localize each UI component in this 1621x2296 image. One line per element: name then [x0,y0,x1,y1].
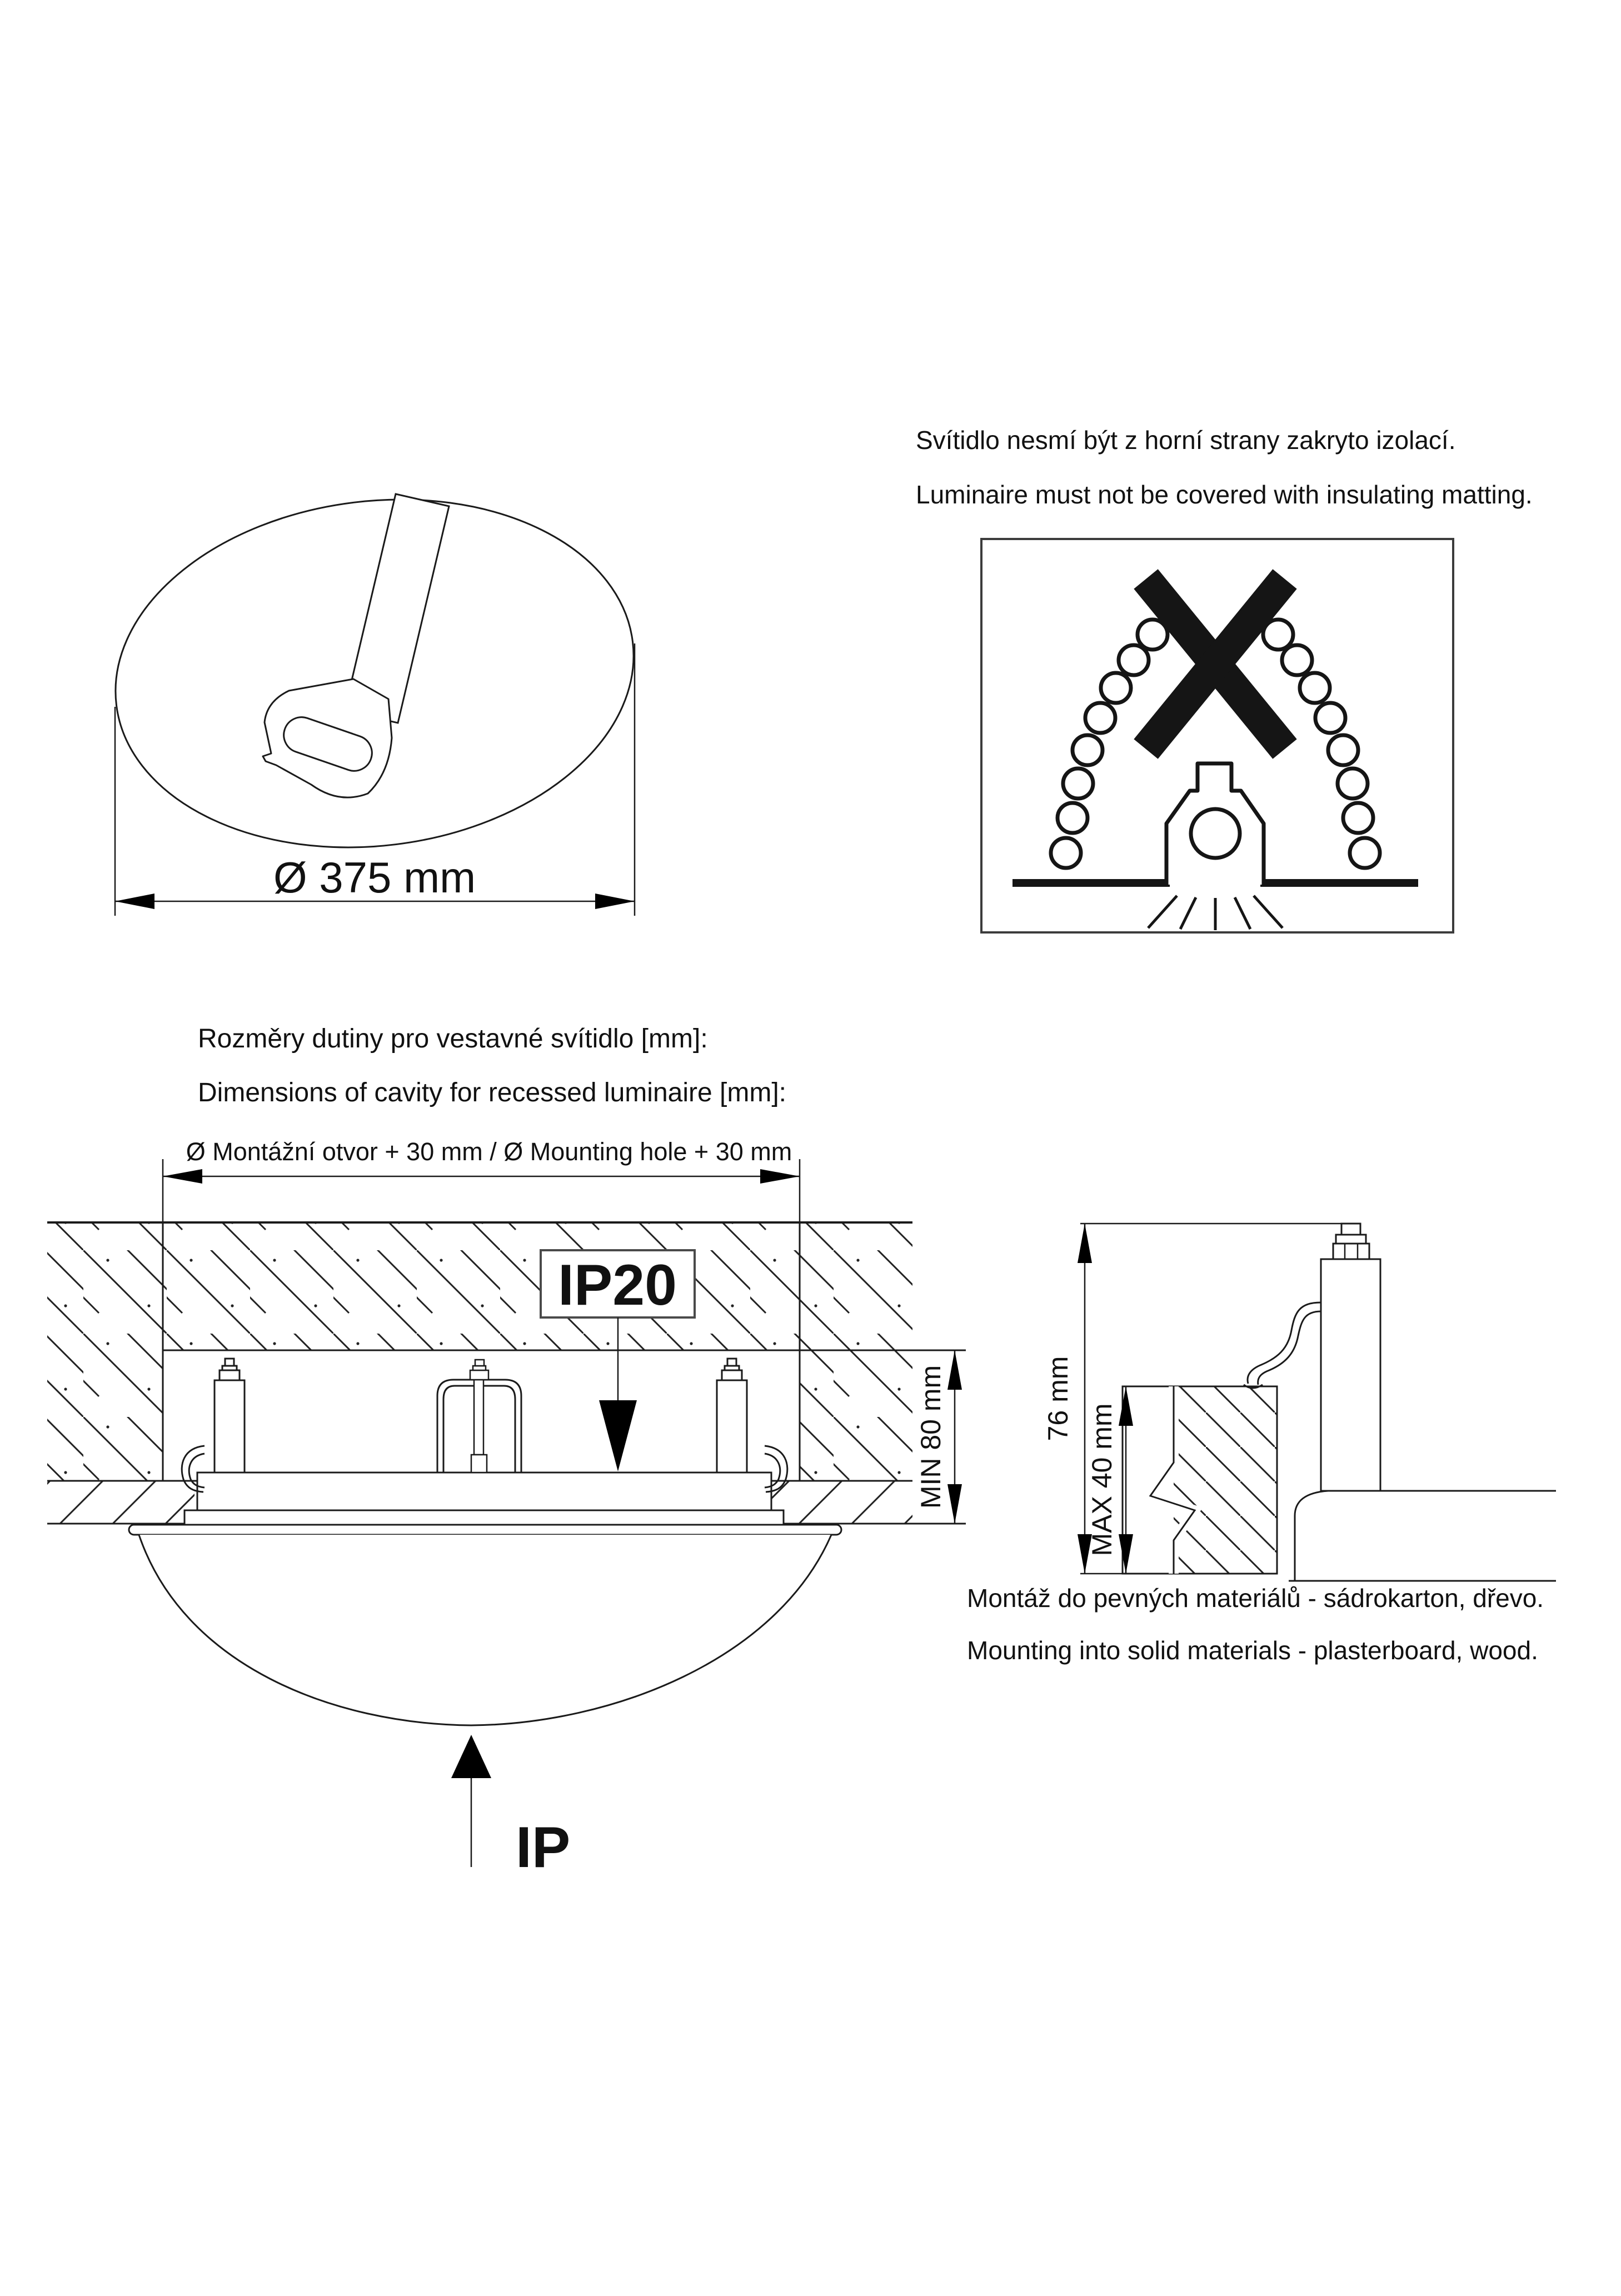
mounting-note-block [967,1584,1544,1665]
clamping-side-detail [1043,1224,1556,1581]
mounting-note-en: Mounting into solid materials - plasterboard, wood. [967,1636,1538,1665]
hex-nut-icon [722,1370,742,1380]
ip-callout-label: IP [516,1815,571,1880]
cavity-heading-en: Dimensions of cavity for recessed luminaire [mm]: [198,1078,786,1107]
ceiling-hatch-left [47,1222,163,1481]
centre-mounting-bracket [437,1360,521,1473]
mounting-hole-dimension [163,1137,800,1225]
rod-ferrule [471,1455,487,1473]
recessed-mounting-cross-section [47,1222,966,1725]
diffuser-dome [139,1535,831,1725]
hex-nut-icon [220,1370,240,1380]
down-arrow-icon [599,1400,637,1471]
warning-text-cs: Svítidlo nesmí být z horní strany zakryto izolací. [916,426,1456,455]
luminaire-top-view-drawing [96,471,654,916]
mounting-hole-label: Ø Montážní otvor + 30 mm / Ø Mounting hole + 30 mm [186,1137,792,1166]
dimension-arrow-right-icon [760,1169,800,1184]
dimension-arrow-left-icon [115,894,154,909]
min-depth-label: MIN 80 mm [915,1365,946,1509]
height-dimension-label: 76 mm [1043,1356,1074,1441]
mounting-note-cs: Montáž do pevných materiálů - sádrokarton, dřevo. [967,1584,1544,1613]
ceiling-hatch-right [800,1222,912,1481]
cavity-heading-block [198,1024,786,1107]
washer-icon [1336,1235,1366,1244]
insulation-warning-block [916,426,1533,932]
plasterboard-hatch-left [47,1481,194,1524]
screw-tip-icon [475,1360,484,1366]
hex-nut-icon [1333,1244,1369,1259]
no-insulation-pictogram [981,539,1453,932]
min-depth-dimension [915,1350,962,1524]
lamp-bulb-icon [1191,809,1240,858]
dimension-arrow-down-icon [947,1484,962,1524]
up-arrow-icon [451,1735,491,1778]
threaded-post-left [215,1359,245,1473]
screw-tip-icon [1341,1224,1360,1235]
dimension-arrow-up-icon [947,1350,962,1390]
threaded-post [1321,1224,1380,1491]
plasterboard-hatch-right [768,1481,912,1524]
board-wood-hatch [1174,1386,1277,1574]
screw-tip-icon [225,1359,234,1366]
max-thickness-label: MAX 40 mm [1086,1403,1118,1556]
threaded-post-right [717,1359,747,1473]
ip20-badge-label: IP20 [558,1253,677,1317]
luminaire-flange-plate [197,1473,771,1510]
luminaire-rim-ring [129,1525,841,1535]
dimension-arrow-left-icon [163,1169,202,1184]
diameter-dimension-label: Ø 375 mm [273,853,476,902]
ceiling-hatch-top [163,1222,800,1350]
ip-callout [451,1735,570,1880]
dimension-arrow-right-icon [595,894,635,909]
cavity-heading-cs: Rozměry dutiny pro vestavné svítidlo [mm]: [198,1024,708,1054]
hex-nut-icon [470,1370,488,1380]
warning-text-en: Luminaire must not be covered with insulating matting. [916,480,1533,509]
dimension-arrow-up-icon [1078,1224,1092,1263]
spring-clip [1244,1302,1321,1388]
luminaire-body-profile [1295,1491,1556,1581]
luminaire-trim [184,1510,784,1525]
screw-tip-icon [727,1359,736,1366]
